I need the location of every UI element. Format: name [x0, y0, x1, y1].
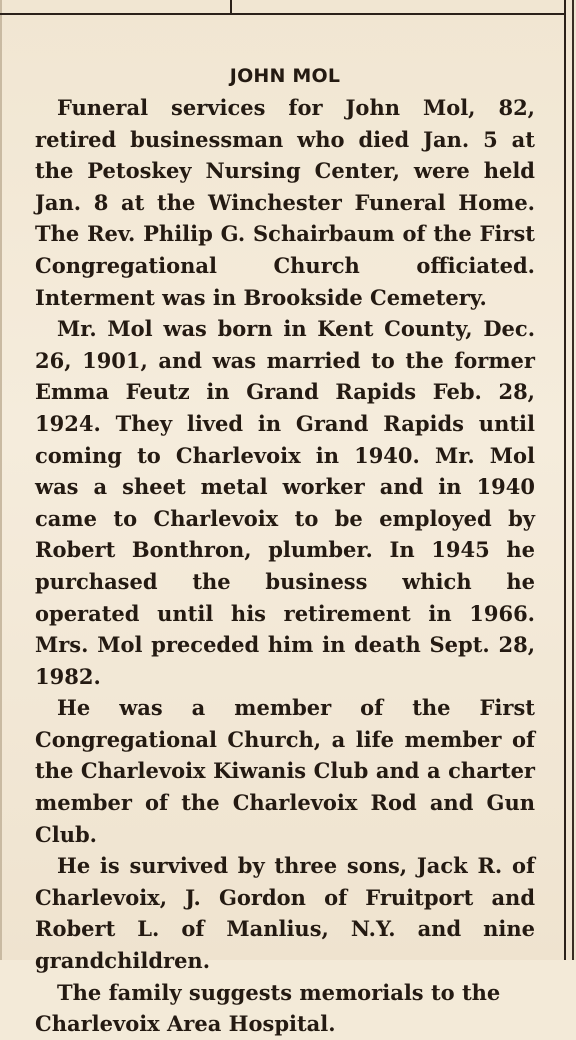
paragraph-biography: Mr. Mol was born in Kent County, Dec. 26, 1901, and was married to the former Emma Feutz in Grand Rapids Feb. 28, 1924. They lived in Grand Rapids until coming to Charlevoix in 1940. Mr. Mol was a sheet metal worker and in 1940 came to Charlevoix to be employed by Robert Bonthron, plumber. In 1945 he purchased the business which he operated until his retirement in 1966. Mrs. Mol preceded him in death Sept. 28, 1982.	[35, 316, 535, 689]
paragraph-survivors: He is survived by three sons, Jack R. of Charlevoix, J. Gordon of Fruitport and Robert L. of Manlius, N.Y. and nine grandchildren.	[35, 853, 535, 974]
paragraph-memberships: He was a member of the First Congregational Church, a life member of the Charlevoix Kiwanis Club and a charter member of the Charlevoix Rod and Gun Club.	[35, 695, 535, 847]
paragraph-services: Funeral services for John Mol, 82, retired businessman who died Jan. 5 at the Petoskey Nursing Center, were held Jan. 8 at the Winchester Funeral Home. The Rev. Philip G. Schairbaum of the First Congregational Church officiated. Interment was in Brookside Cemetery.	[35, 95, 535, 310]
column-divider-top	[230, 0, 232, 14]
paragraph-memorials: The family suggests memorials to the Charlevoix Area Hospital.	[35, 979, 501, 1037]
column-top-rule	[0, 13, 566, 15]
obituary-headline: JOHN MOL	[229, 65, 341, 87]
column-border-far-right	[572, 0, 574, 960]
column-divider-right	[564, 0, 566, 960]
page-edge	[0, 0, 2, 960]
obituary-article	[35, 62, 535, 1040]
